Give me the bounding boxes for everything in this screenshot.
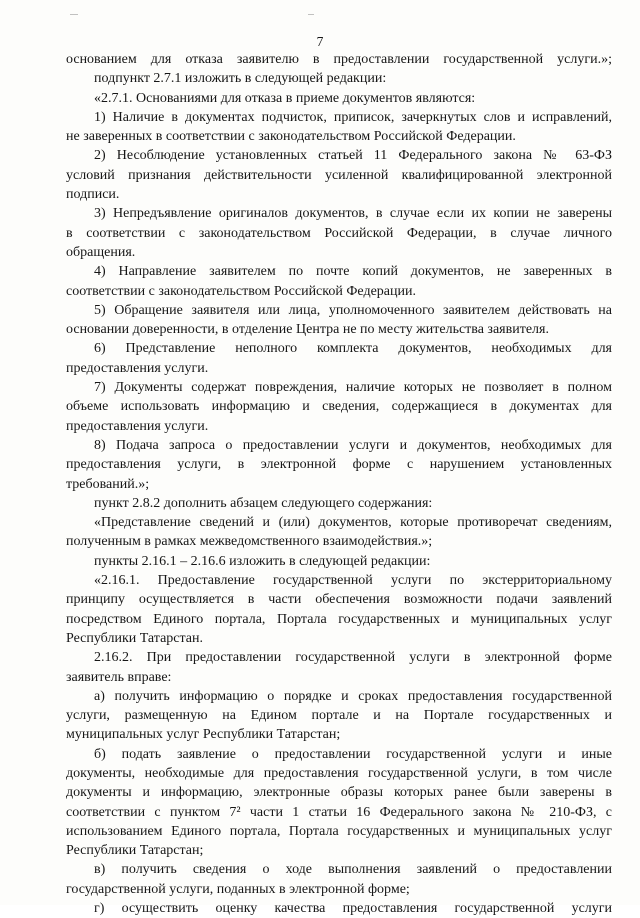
scan-mark bbox=[308, 14, 314, 15]
text-line: условий признания действительности усиленной квалифицированной электронной bbox=[66, 167, 612, 183]
text-line: не заверенных в соответствии с законодательством Российской Федерации. bbox=[66, 129, 516, 145]
text-line: основанием для отказа заявителю в предоставлении государственной услуги.»; bbox=[66, 52, 612, 67]
text-line: принципу осуществляется в части обеспечения возможности подачи заявлений bbox=[66, 592, 612, 608]
text-line: подпункт 2.7.1 изложить в следующей редакции: bbox=[94, 71, 387, 87]
text-line: 7) Документы содержат повреждения, наличие которых не позволяет в полном bbox=[94, 380, 612, 396]
text-line: Республики Татарстан. bbox=[66, 630, 203, 646]
text-line: 3) Непредъявление оригиналов документов, в случае если их копии не заверены bbox=[94, 206, 612, 222]
text-line: соответствии с законодательством Российской Федерации. bbox=[66, 283, 416, 299]
document-body bbox=[66, 50, 612, 918]
page-number: 7 bbox=[316, 34, 324, 49]
text-line: 6) Представление неполного комплекта документов, необходимых для bbox=[94, 341, 612, 357]
text-line: государственной услуги, поданных в электронной форме; bbox=[66, 881, 410, 897]
text-line: пункт 2.8.2 дополнить абзацем следующего содержания: bbox=[94, 495, 433, 511]
text-line: заявитель вправе: bbox=[66, 669, 172, 685]
text-line: основании доверенности, в отделение Центра не по месту жительства заявителя. bbox=[66, 322, 549, 338]
text-line: 2.16.2. При предоставлении государственной услуги в электронной форме bbox=[94, 650, 612, 666]
text-line: соответствии с пунктом 7² части 1 статьи 16 Федерального закона № 210-ФЗ, с bbox=[66, 804, 612, 820]
text-line: 1) Наличие в документах подчисток, приписок, зачеркнутых слов и исправлений, bbox=[94, 109, 612, 125]
text-line: в соответствии с законодательством Российской Федерации, в случае личного bbox=[66, 225, 612, 241]
text-line: «2.7.1. Основаниями для отказа в приеме документов являются: bbox=[94, 90, 476, 106]
text-line: посредством Единого портала, Портала государственных и муниципальных услуг bbox=[66, 611, 612, 627]
text-line: подписи. bbox=[66, 187, 120, 203]
text-line: документы, необходимые для предоставления государственной услуги, в том числе bbox=[66, 765, 612, 781]
text-line: использованием Единого портала, Портала государственных и муниципальных услуг bbox=[66, 823, 612, 839]
text-line: в) получить сведения о ходе выполнения заявлений о предоставлении bbox=[94, 862, 612, 878]
text-line: объеме использовать информацию и сведения, содержащиеся в документах для bbox=[66, 399, 612, 415]
text-line: предоставления услуги. bbox=[66, 418, 209, 434]
text-line: 2) Несоблюдение установленных статьей 11 Федерального закона № 63-ФЗ bbox=[94, 148, 612, 164]
scan-mark bbox=[70, 14, 78, 15]
text-line: муниципальных услуг Республики Татарстан; bbox=[66, 727, 341, 743]
text-line: б) подать заявление о предоставлении государственной услуги и иные bbox=[94, 746, 612, 762]
text-line: требований.»; bbox=[66, 476, 150, 492]
text-line: Республики Татарстан; bbox=[66, 843, 204, 859]
text-line: пункты 2.16.1 – 2.16.6 изложить в следующей редакции: bbox=[94, 553, 431, 569]
text-line: документы и информацию, электронные образы которых ранее были заверены в bbox=[66, 785, 612, 801]
text-line: «Представление сведений и (или) документов, которые противоречат сведениям, bbox=[94, 515, 612, 531]
text-line: предоставления услуги, в электронной форме с нарушением установленных bbox=[66, 457, 612, 473]
text-line: полученным в рамках межведомственного взаимодействия.»; bbox=[66, 534, 433, 550]
text-line: г) осуществить оценку качества предоставления государственной услуги bbox=[94, 901, 612, 917]
text-line: обращения. bbox=[66, 244, 136, 260]
text-line: услуги, размещенную на Едином портале и на Портале государственных и bbox=[66, 708, 612, 724]
text-line: 5) Обращение заявителя или лица, уполномоченного заявителем действовать на bbox=[94, 302, 612, 318]
text-line: а) получить информацию о порядке и сроках предоставления государственной bbox=[94, 688, 612, 704]
text-line: 4) Направление заявителем по почте копий документов, не заверенных в bbox=[94, 264, 612, 280]
text-line: 8) Подача запроса о предоставлении услуги и документов, необходимых для bbox=[94, 437, 612, 453]
text-line: «2.16.1. Предоставление государственной услуги по экстерриториальному bbox=[94, 573, 612, 589]
text-line: предоставления услуги. bbox=[66, 360, 209, 376]
